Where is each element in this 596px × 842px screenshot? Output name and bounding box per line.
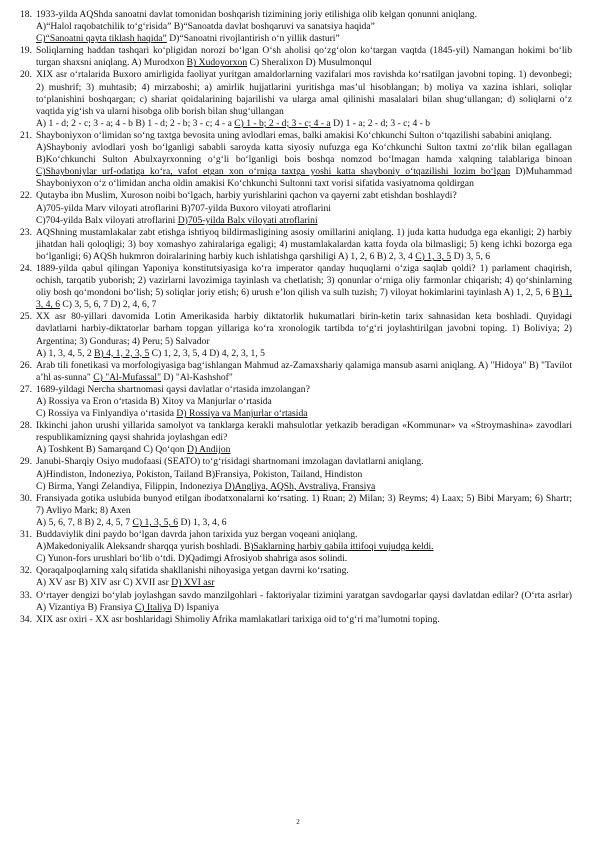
question-item — [20, 420, 572, 456]
line-text: XIX asr oxiri - XX asr boshlaridagi Shimoliy Afrika mamlakatlari tarixiga oid to‘g‘ri ma’lumotni toping. — [36, 613, 440, 625]
question-number: 22. — [20, 190, 32, 202]
line-text-after: C) 1, 2, 3, 5, 4 D) 4, 2, 3, 1, 5 — [149, 347, 265, 359]
question-number: 23. — [20, 226, 32, 238]
question-line — [36, 45, 572, 69]
line-text-after: D) 1, 3, 4, 6 — [178, 516, 227, 528]
question-line — [36, 311, 572, 347]
question-line — [36, 481, 572, 493]
question-line — [36, 493, 572, 517]
line-text: A) XV asr B) XIV asr C) XVII asr — [36, 577, 172, 589]
question-line — [36, 396, 572, 408]
question-line — [36, 21, 572, 33]
correct-answer: B) 4, 1, 2, 3, 5 — [94, 347, 150, 359]
correct-answer: D) Rossiya va Manjurlar o‘rtasida — [176, 408, 308, 420]
question-item — [20, 69, 572, 129]
question-body — [36, 311, 572, 359]
question-body — [36, 263, 572, 311]
question-item — [20, 263, 572, 311]
line-text: C) Birma, Yangi Zelandiya, Filippin, Indoneziya — [36, 480, 225, 492]
question-line — [36, 33, 572, 45]
line-text: A) 1 - d; 2 - c; 3 - a; 4 - b B) 1 - d; 2 - b; 3 - c; 4 - a — [36, 117, 235, 129]
question-number: 29. — [20, 456, 32, 468]
line-text: A) Rossiya va Eron o‘rtasida B) Xitoy va Manjurlar o‘rtasida — [36, 396, 272, 407]
question-line — [36, 69, 572, 117]
correct-answer: D) XVI asr — [171, 577, 215, 589]
line-text: C) Yunon-fors urushlari bo‘lib o‘tdi. D)Qadimgi Afrosiyob shahriga asos solindi. — [36, 553, 348, 565]
question-item — [20, 311, 572, 359]
line-text: A) Toshkent B) Samarqand C) Qo‘qon — [36, 444, 188, 456]
question-line — [36, 408, 572, 420]
question-line — [36, 348, 572, 360]
question-line — [36, 517, 572, 529]
question-body — [36, 529, 572, 565]
line-text-after: C) Sheralixon D) Musulmonqul — [247, 57, 372, 69]
line-text-after: D)Muhammad Shayboniyxon o‘z o‘limidan ancha oldin amakisi Ko‘chkunchi Sultonni taxt vorisi sifatida vasiyatnoma qoldirgan — [36, 166, 572, 190]
question-number: 24. — [20, 262, 32, 274]
question-body — [36, 420, 572, 456]
question-line — [36, 118, 572, 130]
line-text: A)705-yilda Marv viloyati atroflarini B)707-yilda Buxoro viloyati atroflarini — [36, 202, 331, 214]
line-text-after: C) 3, 5, 6, 7 D) 2, 4, 6, 7 — [59, 299, 157, 311]
question-body — [36, 69, 572, 129]
question-line — [36, 529, 572, 541]
question-body — [36, 590, 572, 614]
line-text-after: D)“Sanoatni rivojlantirish o‘n yillik dasturi” — [166, 33, 340, 45]
line-text: O‘rtayer dengizi bo‘ylab joylashgan savdo manzilgohlari - faktoriyalar tizimini yaratgan savdogarlar qaysi davlatdan edilar? (O‘rta asrlar) A) Vizantiya B) Fransiya — [36, 589, 572, 613]
question-item — [20, 529, 572, 565]
line-text: Soliqlarning haddan tashqari ko‘pligidan norozi bo‘lgan O‘sh aholisi qo‘zg‘olon ko‘targan vaqtda (1845-yil) Namangan hokimi bo‘lib turgan shaxsni aniqlang. A) Murodxon — [36, 45, 572, 69]
question-number: 32. — [20, 565, 32, 577]
line-text: C) Rossiya va Finlyandiya o‘rtasida — [36, 408, 177, 420]
question-number: 25. — [20, 311, 32, 323]
correct-answer: C) Italiya — [134, 601, 172, 613]
question-line — [36, 190, 572, 202]
question-body — [36, 384, 572, 420]
question-item — [20, 456, 572, 492]
question-number: 21. — [20, 129, 32, 141]
correct-answer: D)Angliya, AQSh, Avstraliya, Fransiya — [224, 480, 376, 492]
line-text: A)Makedoniyalik Aleksandr sharqqa yurish boshladi. — [36, 541, 244, 553]
line-text: Qutayba ibn Muslim, Xuroson noibi bo‘lgach, harbiy yurishlarini qachon va qayerni zabt etishdan boshlaydi? — [36, 190, 457, 202]
question-item — [20, 45, 572, 69]
line-text: A)“Halol raqobatchilik to‘g‘risida” B)“Sanoatda davlat boshqaruvi va sanatsiya haqida” — [36, 21, 375, 33]
correct-answer: B) 1, 3, 4, 6 — [36, 287, 572, 311]
line-text: Qoraqalpoqlarning xalq sifatida shakllanishi nihoyasiga yetgan davrni ko‘rsating. — [36, 565, 349, 577]
correct-answer: C) 1 - b; 2 - d; 3 - c; 4 - a — [234, 117, 331, 129]
line-text: XX asr 80-yillari davomida Lotin Amerikasida harbiy diktatorlik hukumatlari birin-ketin tarix sahnasidan keta boshladi. Quyidagi davlatlarni harbiy-diktatorlar barham topgan yillariga ko‘ra xronologik tartibda to‘g‘ri joylashtirilgan javobni toping. 1) Boliviya; 2) Argentina; 3) Gonduras; 4) Peru; 5) Salvador — [36, 311, 572, 347]
line-text: Arab tili fonetikasi va morfologiyasiga bag‘ishlangan Mahmud az-Zamaxshariy qalamiga mansub asarni aniqlang. A) "Hidoya" B) "Tavilot a’hl as-sunna" — [36, 359, 572, 383]
question-item — [20, 614, 572, 626]
question-body — [36, 614, 572, 626]
question-body — [36, 9, 572, 45]
question-item — [20, 227, 572, 263]
line-text: Ikkinchi jahon urushi yillarida samolyot va tanklarga kerakli mahsulotlar yetkazib beradigan «Kommunar» va «Stroymashina» zavodlari respublikamizning qaysi shahrida joylashgan edi? — [36, 420, 572, 444]
line-text: C)704-yilda Balx viloyati atroflarini — [36, 214, 178, 226]
question-body — [36, 190, 572, 226]
question-number: 28. — [20, 420, 32, 432]
question-item — [20, 190, 572, 226]
line-text-after: D) 1 - a; 2 - d; 3 - c; 4 - b — [330, 117, 431, 129]
line-text: A) 5, 6, 7, 8 B) 2, 4, 5, 7 — [36, 516, 133, 528]
line-text: Fransiyada gotika uslubida bunyod etilgan ibodatxonalarni ko‘rsating. 1) Ruan; 2) Milan; 3) Reyms; 4) Laax; 5) Bibi Maryam; 6) Shartr; 7) Avliyo Mark; 8) Axen — [36, 492, 572, 516]
correct-answer: B)Saklarning harbiy qabila ittifoqi vujudga keldi. — [243, 541, 434, 553]
question-number: 34. — [20, 613, 32, 625]
line-text: A)Shayboniy avlodlari yosh bo‘lganligi sababli saroyda katta siyosiy nufuzga ega Ko‘chkunchi Sulton taxtni zo‘rlik bilan egallagan B)Ko‘chkunchi Sulton Abulxayrxonning o‘g‘li bo‘lganligi bois boshqa nomzod bo‘lmagan hamda xalqning talablariga binoan — [36, 142, 572, 166]
question-line — [36, 553, 572, 565]
correct-answer: C) 1, 3, 5 — [415, 250, 452, 262]
page-number: 2 — [296, 818, 300, 826]
question-line — [36, 444, 572, 456]
line-text: Janubi-Sharqiy Osiyo mudofaasi (SEATO) to‘g‘risidagi shartnomani imzolagan davlatlarni aniqlang. — [36, 456, 424, 468]
correct-answer: D)705-yilda Balx viloyati atroflarini — [177, 214, 318, 226]
question-line — [36, 263, 572, 311]
question-line — [36, 565, 572, 577]
question-line — [36, 614, 572, 626]
question-body — [36, 456, 572, 492]
line-text-after: D) 3, 5, 6 — [451, 250, 491, 262]
question-line — [36, 469, 572, 481]
question-line — [36, 420, 572, 444]
question-list — [20, 9, 572, 626]
question-line — [36, 142, 572, 190]
line-text: 1933-yilda AQShda sanoatni davlat tomonidan boshqarish tizimining joriy etilishiga olib kelgan qonunni aniqlang. — [36, 9, 477, 20]
line-text: Shayboniyxon o‘limidan so‘ng taxtga bevosita uning avlodlari emas, balki amakisi Ko‘chkunchi Sulton o‘tqazilishi sababini aniqlang. — [36, 129, 552, 141]
question-number: 19. — [20, 45, 32, 57]
question-line — [36, 130, 572, 142]
question-number: 20. — [20, 69, 32, 81]
question-body — [36, 130, 572, 190]
question-item — [20, 565, 572, 589]
line-text: XIX asr o‘rtalarida Buxoro amirligida faoliyat yuritgan amaldorlarning vazifalari mos ravishda ko‘rsatilgan javobni toping. 1) devonbegi; 2) mushrif; 3) muhtasib; 4) mirzaboshi; a) amirlik hujjatlarini yuritishga mas’ul hisoblangan; b) moliya va xazina ishlari, soliqlar to‘planishini boshqargan; c) shariat qoidalarining bajarilishi va ularga amal qilinishi masalalari bilan shug‘ullangan; d) soliqlarni o‘z vaqtida yig‘ish va ularni hisobga olib borish bilan shug‘ullangan — [36, 69, 572, 117]
question-number: 33. — [20, 589, 32, 601]
question-line — [36, 590, 572, 614]
question-line — [36, 203, 572, 215]
question-line — [36, 456, 572, 468]
question-number: 18. — [20, 9, 32, 20]
question-item — [20, 384, 572, 420]
question-line — [36, 9, 572, 21]
question-item — [20, 590, 572, 614]
question-line — [36, 541, 572, 553]
question-line — [36, 384, 572, 396]
line-text: AQShning mustamlakalar zabt etishga ishtiyoq bildirmasligining asosiy omillarini aniqlang. 1) juda katta hududga ega ekanligi; 2) harbiy jihatdan hali qoloqligi; 3) boy xomashyo zahiralariga egaligi; 4) mustamlakalardan katta foyda ola bilmasligi; 5) keng ichki bozorga ega bo‘lganligi; 6) AQSh hukmron doiralarining harbiy kuch ishlatishga qarshiligi A) 1, 2, 6 B) 2, 3, 4 — [36, 226, 572, 262]
correct-answer: C)“Sanoatni qayta tiklash haqida” — [36, 33, 167, 45]
line-text: 1889-yilda qabul qilingan Yaponiya konstitutsiyasiga ko‘ra imperator qanday huquqlarni o‘ziga saqlab qoldi? 1) parlament chaqirish, ochish, tarqatib yuborish; 2) vazirlarni lavozimiga tayinlash va chetlatish; 3) qonunlar o‘rniga oliy farmonlar chiqarish; 4) qo‘shinlarning oliy bosh qo‘mondoni bo‘lish; 5) soliqlar joriy etish; 6) urush e’lon qilish va sulh tuzish; 7) viloyat hokimlarini tayinlash A) 1, 2, 5, 6 — [36, 262, 572, 299]
line-text-after: D) "Al-Kashshof" — [161, 371, 233, 383]
question-item — [20, 493, 572, 529]
question-body — [36, 360, 572, 384]
correct-answer: B) Xudoyorxon — [186, 57, 248, 69]
question-line — [36, 360, 572, 384]
question-body — [36, 227, 572, 263]
line-text: 1689-yildagi Nercha shartnomasi qaysi davlatlar o‘rtasida imzolangan? — [36, 383, 310, 395]
question-body — [36, 565, 572, 589]
question-body — [36, 45, 572, 69]
line-text-after: D) Ispaniya — [171, 601, 219, 613]
question-number: 31. — [20, 529, 32, 541]
correct-answer: C) 1, 3, 5, 6 — [132, 516, 179, 528]
correct-answer: C) "Al-Mufassal" — [93, 371, 161, 383]
question-line — [36, 577, 572, 589]
correct-answer: C)Shayboniylar urf-odatiga ko‘ra, vafot etgan xon o‘rniga taxtga yoshi katta shayboniy o‘tqazilishi lozim bo‘lgan — [36, 166, 511, 178]
question-line — [36, 227, 572, 263]
question-number: 27. — [20, 383, 32, 395]
question-line — [36, 215, 572, 227]
question-item — [20, 9, 572, 45]
correct-answer: D) Andijon — [187, 444, 231, 456]
line-text: A) 1, 3, 4, 5, 2 — [36, 347, 95, 359]
question-number: 30. — [20, 492, 32, 504]
line-text: Buddaviylik dini paydo bo‘lgan davrda jahon tarixida yuz bergan voqeani aniqlang. — [36, 529, 358, 541]
line-text: A)Hindiston, Indoneziya, Pokiston, Tailand B)Fransiya, Pokiston, Tailand, Hindiston — [36, 468, 363, 480]
question-number: 26. — [20, 359, 32, 371]
question-body — [36, 493, 572, 529]
question-item — [20, 130, 572, 190]
question-item — [20, 360, 572, 384]
